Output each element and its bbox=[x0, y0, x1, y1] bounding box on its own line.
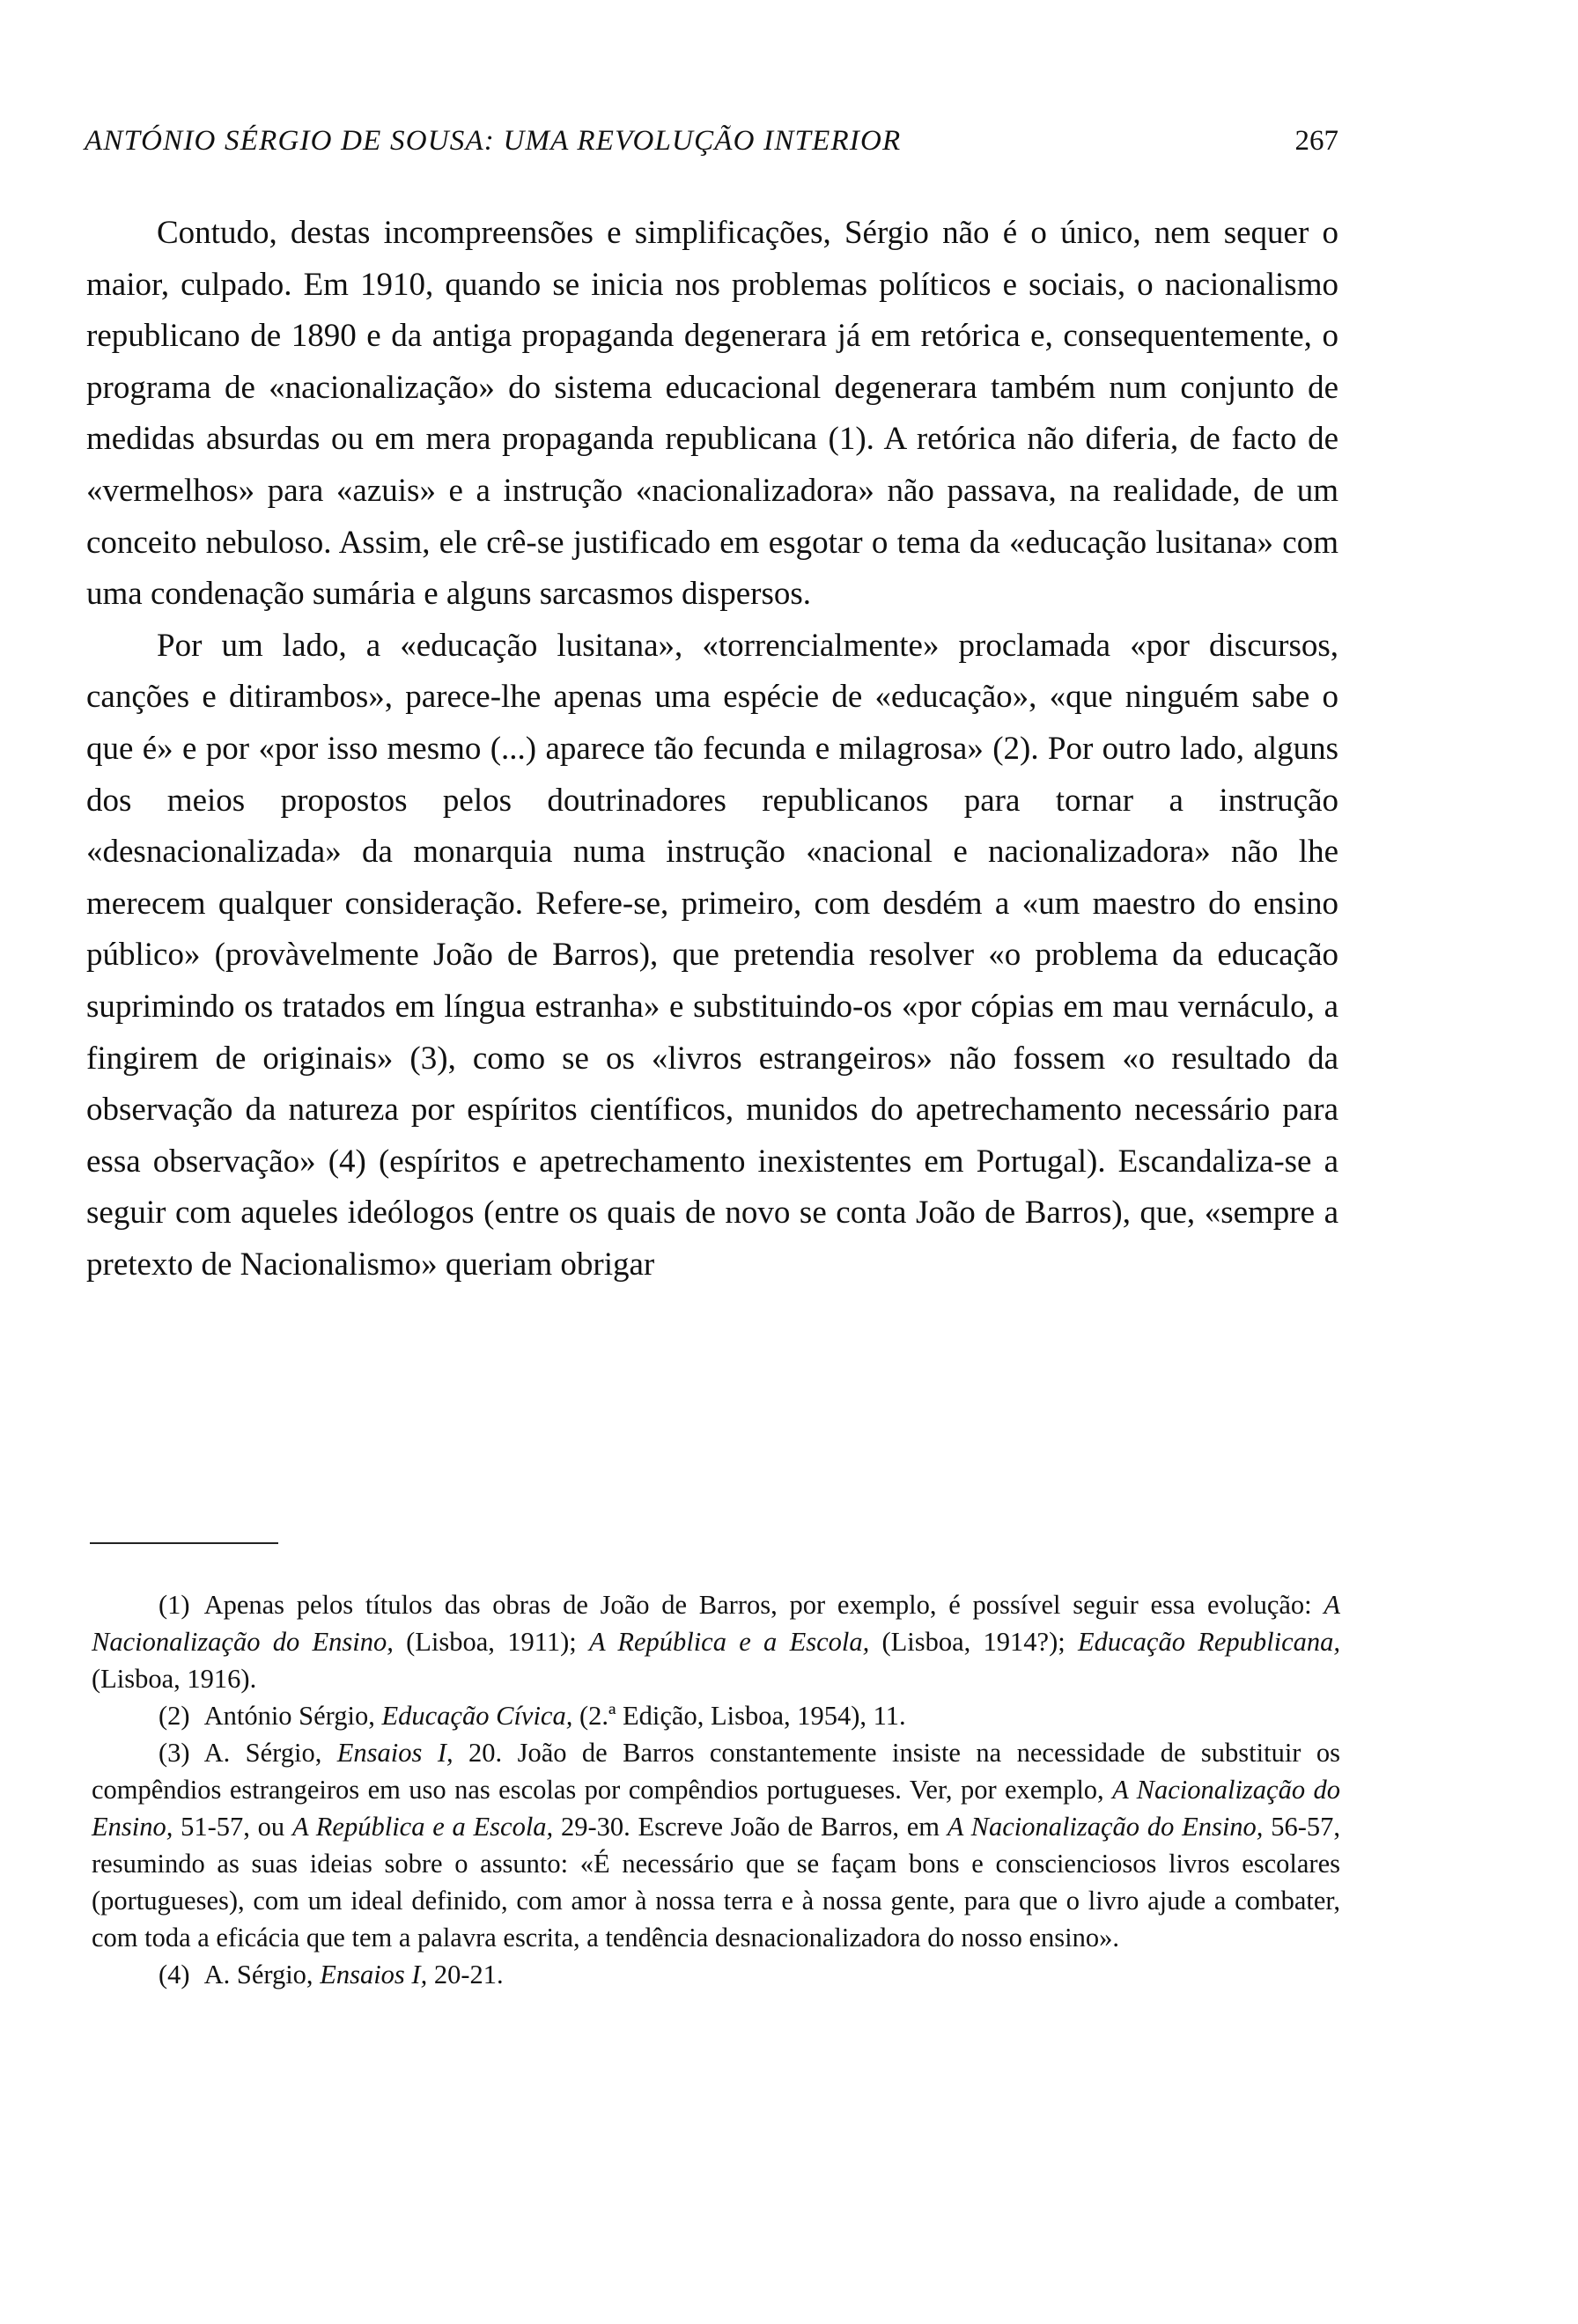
footnote-marker: (3) bbox=[159, 1738, 190, 1768]
footnotes bbox=[92, 1586, 1340, 1993]
footnote-text: 56-57, resumindo as suas ideias sobre o assunto: «É necessário que se façam bons e conscienciosos livros escolares (portugueses), com um ideal definido, com amor à nossa terra e à nossa gente, para que o livro ajude a combater, com toda a eficácia que tem a palavra escrita, a tendência desnacionalizadora do nosso ensino». bbox=[92, 1812, 1340, 1953]
footnote-text: (Lisboa, 1911); bbox=[393, 1627, 589, 1657]
work-title: Ensaios I, bbox=[336, 1738, 453, 1768]
footnote-text: (2.ª Edição, Lisboa, 1954), 11. bbox=[572, 1701, 906, 1731]
footnote-2 bbox=[92, 1697, 1340, 1734]
footnote-4 bbox=[92, 1956, 1340, 1993]
work-title: Educação Republicana, bbox=[1078, 1627, 1341, 1657]
work-title: A República e a Escola, bbox=[291, 1812, 554, 1842]
body-paragraph-2: Por um lado, a «educação lusitana», «torrencialmente» proclamada «por discursos, canções e ditirambos», parece-lhe apenas uma espécie de «educação», «que ninguém sabe o que é» e por «por isso mesmo (...) aparece tão fecunda e milagrosa» (2). Por outro lado, alguns dos meios propostos pelos doutrinadores republicanos para tornar a instrução «desnacionalizada» da monarquia numa instrução «nacional e nacionalizadora» não lhe merecem qualquer consideração. Refere-se, primeiro, com desdém a «um maestro do ensino público» (provàvelmente João de Barros), que pretendia resolver «o problema da educação suprimindo os tratados em língua estranha» e substituindo-os «por cópias em mau vernáculo, a fingirem de originais» (3), como se os «livros estrangeiros» não fossem «o resultado da observação da natureza por espíritos científicos, munidos do apetrechamento necessário para essa observação» (4) (espíritos e apetrechamento inexistentes em Portugal). Escandaliza-se a seguir com aqueles ideólogos (entre os quais de novo se conta João de Barros), que, «sempre a pretexto de Nacionalismo» queriam obrigar bbox=[86, 627, 1338, 1283]
footnote-1 bbox=[92, 1586, 1340, 1697]
main-text bbox=[86, 208, 1338, 1291]
footnote-separator bbox=[90, 1542, 278, 1544]
footnote-text: Apenas pelos títulos das obras de João de Barros, por exemplo, é possível seguir essa evolução: bbox=[203, 1590, 1324, 1620]
footnote-text: 20-21. bbox=[427, 1960, 504, 1989]
work-title: A Nacionalização do Ensino, bbox=[947, 1812, 1264, 1842]
footnote-marker: (4) bbox=[159, 1960, 190, 1989]
running-head: ANTÓNIO SÉRGIO DE SOUSA: UMA REVOLUÇÃO INTERIOR bbox=[85, 125, 902, 157]
body-paragraph-1: Contudo, destas incompreensões e simplificações, Sérgio não é o único, nem sequer o maior, culpado. Em 1910, quando se inicia nos problemas políticos e sociais, o nacionalismo republicano de 1890 e da antiga propaganda degenerara já em retórica e, consequentemente, o programa de «nacionalização» do sistema educacional degenerara também num conjunto de medidas absurdas ou em mera propaganda republicana (1). A retórica não diferia, de facto de «vermelhos» para «azuis» e a instrução «nacionalizadora» não passava, na realidade, de um conceito nebuloso. Assim, ele crê-se justificado em esgotar o tema da «educação lusitana» com uma condenação sumária e alguns sarcasmos dispersos. bbox=[86, 215, 1338, 613]
footnote-marker: (1) bbox=[159, 1590, 190, 1620]
page-number: 267 bbox=[1294, 125, 1338, 157]
footnote-marker: (2) bbox=[159, 1701, 190, 1731]
footnote-text: 20. João de Barros constantemente insiste na necessidade de substituir os compêndios estrangeiros em uso nas escolas por compêndios portugueses. Ver, por exemplo, bbox=[92, 1738, 1341, 1805]
footnote-text: António Sérgio, bbox=[203, 1701, 382, 1731]
work-title: A Nacionalização do Ensino, bbox=[92, 1775, 1341, 1842]
footnote-text: A. Sérgio, bbox=[203, 1960, 321, 1989]
footnote-text: A. Sérgio, bbox=[203, 1738, 337, 1768]
footnote-text: 51-57, ou bbox=[173, 1812, 292, 1842]
work-title: Educação Cívica, bbox=[381, 1701, 573, 1731]
work-title: Ensaios I, bbox=[320, 1960, 428, 1989]
footnote-text: (Lisboa, 1916). bbox=[92, 1664, 257, 1694]
footnote-text: (Lisboa, 1914?); bbox=[869, 1627, 1078, 1657]
work-title: A Nacionalização do Ensino, bbox=[92, 1590, 1340, 1657]
page-header bbox=[85, 125, 1338, 158]
work-title: A República e a Escola, bbox=[588, 1627, 870, 1657]
footnote-3 bbox=[92, 1734, 1340, 1956]
footnote-text: 29-30. Escreve João de Barros, em bbox=[553, 1812, 948, 1842]
